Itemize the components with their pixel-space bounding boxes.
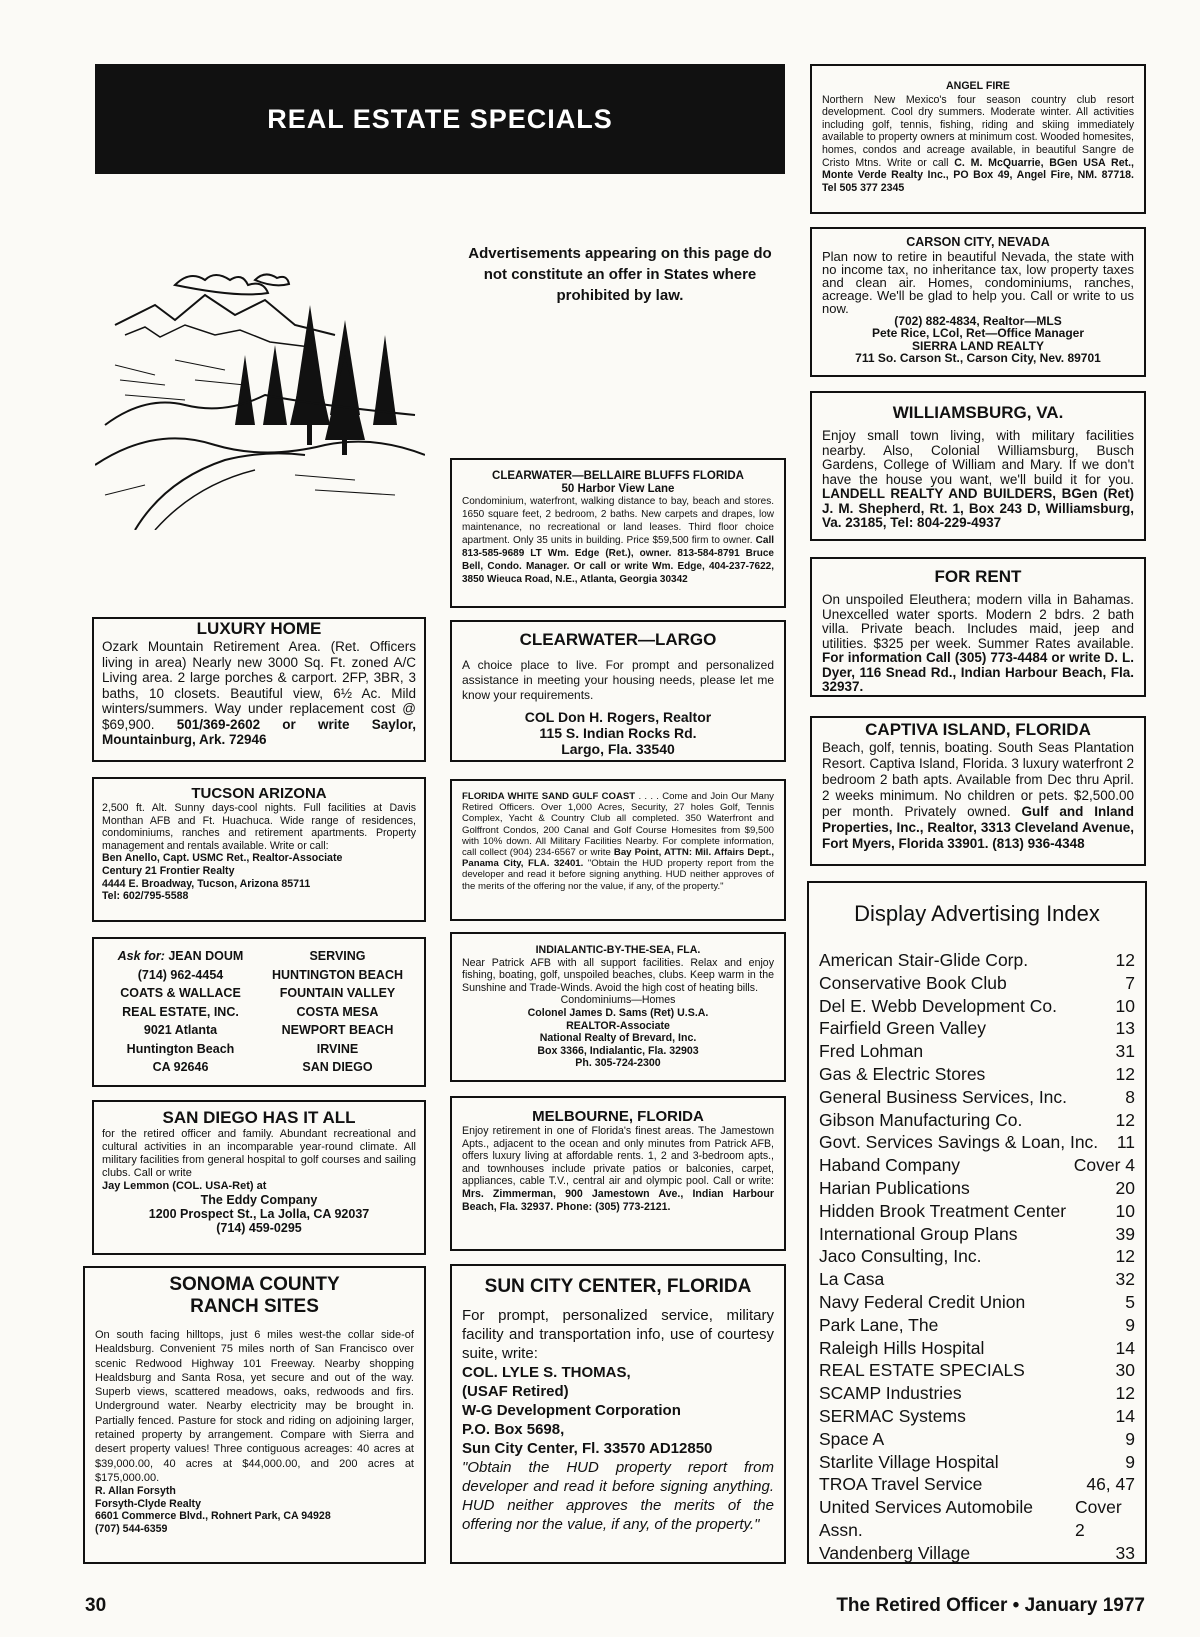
ad-line: Pete Rice, LCol, Ret—Office Manager bbox=[871, 326, 1085, 341]
index-row bbox=[819, 1131, 1135, 1154]
index-page: 14 bbox=[1115, 1405, 1135, 1426]
ad-ask-label: Ask for: bbox=[117, 949, 165, 963]
index-row bbox=[819, 1405, 1135, 1428]
index-advertiser: Raleigh Hills Hospital bbox=[819, 1337, 985, 1358]
ad-line: COATS & WALLACE bbox=[120, 986, 241, 1000]
index-page: 32 bbox=[1115, 1269, 1135, 1290]
index-advertiser: Harian Publications bbox=[819, 1177, 970, 1198]
ad-luxury-home bbox=[92, 617, 426, 762]
index-advertiser: REAL ESTATE SPECIALS bbox=[819, 1360, 1025, 1381]
index-advertiser: International Group Plans bbox=[819, 1223, 1018, 1244]
ad-body: Condominium, waterfront, walking distance to bay, beach and stores. 1650 square feet, 2 bedroom, 2 baths. New carpets and drapes, low maintenance, no recreational or land leases. Third floor choice apartment. Only 35 units in building. Price $59,500 firm to owner. bbox=[462, 496, 774, 547]
index-page: 9 bbox=[1125, 1428, 1135, 1449]
index-page: 7 bbox=[1125, 972, 1135, 993]
index-row bbox=[819, 1109, 1135, 1132]
ad-contact: For information Call (305) 773-4484 or write D. L. Dyer, 116 Snead Rd., Indian Harbour Beach, Fla. 32937. bbox=[822, 650, 1134, 694]
ad-line: Tel: 602/795-5588 bbox=[102, 890, 189, 903]
index-page: 13 bbox=[1115, 1018, 1135, 1039]
index-page: Cover 4 bbox=[1073, 1155, 1135, 1176]
ad-line: SAN DIEGO bbox=[302, 1060, 373, 1074]
index-row bbox=[819, 1382, 1135, 1405]
ad-line: JEAN DOUM bbox=[168, 949, 244, 963]
ad-line: IRVINE bbox=[316, 1041, 359, 1056]
ad-body: Beach, golf, tennis, boating. South Seas Plantation Resort. Captiva Island, Florida. 3 luxury waterfront 2 bedroom 2 bath apts. Available from Dec thru April. 2 weeks minimum. No children or pets. $2,500.00 per month. Privately owned. bbox=[822, 740, 1134, 819]
index-row bbox=[819, 1496, 1135, 1542]
ad-line: 9021 Atlanta bbox=[143, 1023, 218, 1037]
index-advertiser: Hidden Brook Treatment Center bbox=[819, 1200, 1067, 1221]
index-page: 9 bbox=[1125, 1451, 1135, 1472]
ad-title: CARSON CITY, NEVADA bbox=[906, 235, 1050, 249]
ad-disclaimer: "Obtain the HUD property report from the developer and read it before signing anything. HUD neither approves of the merits of the offering nor the value, if any, of the property." bbox=[462, 858, 774, 892]
index-page: 10 bbox=[1115, 1200, 1135, 1221]
ad-line: 1200 Prospect St., La Jolla, CA 92037 bbox=[148, 1206, 370, 1221]
index-row bbox=[819, 995, 1135, 1018]
index-advertiser: Gibson Manufacturing Co. bbox=[819, 1109, 1023, 1130]
ad-body: Enjoy retirement in one of Florida's finest areas. The Jamestown Apts., adjacent to the ocean and only minutes from Patrick AFB, offers luxury living at affordable rents. 1, 2 and 3-bedroom apts., and townhouses include private patios or balconies, carpet, appliances, cable T.V., central air and olympic pool. Call or write: bbox=[462, 1125, 774, 1188]
index-row bbox=[819, 1268, 1135, 1291]
ad-line: P.O. Box 5698, bbox=[462, 1421, 565, 1438]
index-advertiser: Space A bbox=[819, 1428, 885, 1449]
ad-line: National Realty of Brevard, Inc. bbox=[539, 1032, 697, 1045]
ad-body: . . . . Come and Join Our Many Retired Officers. Over 1,000 Acres, Security, 27 holes Golf, Tennis Complex, Yacht & Country Club all completed. 350 Waterfront and Golffront Condos, 200 Canal and Golf Course Homesites from $9,500 with 10% down. All Military Facilities Nearby. For complete information, call collect (904) 234-6567 or write bbox=[462, 791, 774, 859]
ad-line: Century 21 Frontier Realty bbox=[102, 864, 235, 877]
index-page: 12 bbox=[1115, 1063, 1135, 1084]
ad-body: On south facing hilltops, just 6 miles west-the collar side-of Healdsburg. Convenient 75 miles north of San Francisco over scenic Redwood Highway 101 Freeway. Nearby shopping Healdsburg and Santa Rosa, yet secure and out of the way. Superb views, scattered meadows, oaks, redwoods and firs. Underground water. Nearby electricity may be brought in. Partially fenced. Pasture for stock and riding on adjoining larger, retained property by arrangement. Compare with Sierra and desert property values! Three contiguous acreages: 40 acres at $39,000.00, 40 acres at $44,000.00, and 200 acres at $175,000.00. bbox=[95, 1329, 414, 1484]
ad-line: Colonel James D. Sams (Ret) U.S.A. bbox=[527, 1006, 709, 1019]
ad-quote: "Obtain the HUD property report from developer and read it before signing anything. HUD neither approves the merits of the offering nor the value, if any, of the property." bbox=[462, 1459, 774, 1533]
ad-line: (USAF Retired) bbox=[462, 1383, 569, 1400]
ad-line: CA 92646 bbox=[152, 1060, 209, 1074]
ad-body: Near Patrick AFB with all support facilities. Relax and enjoy fishing, boating, golf, unspoiled beaches, clubs. Keep warm in the Sunshine and Trade-Winds. Avoid the high cost of heating bills. bbox=[462, 956, 774, 994]
ad-body: 2,500 ft. Alt. Sunny days-cool nights. Full facilities at Davis Monthan AFB and Ft. Huachuca. Wide range of residences, condominiums, ranches and retirement apartments. Property management and rentals available. Write or call: bbox=[102, 802, 416, 852]
index-advertiser: Navy Federal Credit Union bbox=[819, 1291, 1026, 1312]
index-page: 31 bbox=[1115, 1041, 1135, 1062]
index-advertiser: Park Lane, The bbox=[819, 1314, 939, 1335]
ad-contact: C. M. McQuarrie, BGen USA Ret., Monte Verde Realty Inc., PO Box 49, Angel Fire, NM. 87718. Tel 505 377 2345 bbox=[822, 156, 1134, 194]
ad-line: (714) 962-4454 bbox=[137, 967, 224, 982]
ad-line: Huntington Beach bbox=[126, 1041, 235, 1056]
ad-indialantic bbox=[450, 932, 786, 1082]
ad-for-rent bbox=[810, 557, 1146, 697]
ad-contact: Bay Point, ATTN: Mil. Affairs Dept., Panama City, FLA. 32401. bbox=[462, 847, 774, 870]
index-advertiser: Conservative Book Club bbox=[819, 972, 1007, 993]
ad-title: WILLIAMSBURG, VA. bbox=[892, 403, 1064, 422]
index-advertiser: American Stair-Glide Corp. bbox=[819, 950, 1029, 970]
ad-carson-city bbox=[810, 227, 1146, 377]
ad-line: (714) 459-0295 bbox=[216, 1220, 302, 1235]
index-advertiser: Gas & Electric Stores bbox=[819, 1063, 986, 1084]
ad-line: COSTA MESA bbox=[296, 1004, 379, 1019]
ad-line: HUNTINGTON BEACH bbox=[271, 967, 404, 982]
ad-contact: Call 813-585-9689 LT Wm. Edge (Ret.), owner. 813-584-8791 Bruce Bell, Condo. Manager. Or call or write Wm. Edge, 404-237-7622, 3850 Wieuca Road, N.E., Atlanta, Georgia 30342 bbox=[462, 535, 775, 586]
ad-line: Ph. 305-724-2300 bbox=[575, 1057, 661, 1070]
index-page: 33 bbox=[1115, 1542, 1135, 1563]
section-banner: REAL ESTATE SPECIALS bbox=[95, 64, 785, 174]
ad-title: CLEARWATER—BELLAIRE BLUFFS FLORIDA bbox=[492, 470, 744, 482]
index-row bbox=[819, 1223, 1135, 1246]
index-page: 30 bbox=[1115, 1360, 1135, 1381]
ad-angel-fire bbox=[810, 64, 1146, 214]
index-advertiser: Jaco Consulting, Inc. bbox=[819, 1246, 982, 1267]
ad-williamsburg bbox=[810, 391, 1146, 541]
ad-line: Box 3366, Indialantic, Fla. 32903 bbox=[537, 1044, 699, 1057]
ad-left-column bbox=[102, 947, 259, 1081]
index-row bbox=[819, 949, 1135, 972]
index-page: 20 bbox=[1115, 1177, 1135, 1198]
ad-body: for the retired officer and family. Abundant recreational and cultural activities in an incomparable year-round climate. All military facilities from general hospital to golf courses and sailing clubs. Call or write bbox=[102, 1128, 416, 1179]
ad-contact: Mrs. Zimmerman, 900 Jamestown Ave., Indian Harbour Beach, Fla. 32937. Phone: (305) 773-2121. bbox=[462, 1187, 774, 1213]
index-row bbox=[819, 1451, 1135, 1474]
index-row bbox=[819, 1473, 1135, 1496]
index-row bbox=[819, 1086, 1135, 1109]
ad-title: MELBOURNE, FLORIDA bbox=[532, 1108, 704, 1125]
ad-line: SIERRA LAND REALTY bbox=[912, 338, 1044, 353]
ad-body: Ozark Mountain Retirement Area. (Ret. Officers living in area) Nearly new 3000 Sq. Ft. zoned A/C Living area. 2 large porches & carport. 2FP, 3BR, 3 baths, 10 closets. Beautiful view, 6½ Ac. Mild winters/summers. Way under replacement cost @ $69,900. bbox=[102, 639, 416, 732]
ad-title: SUN CITY CENTER, FLORIDA bbox=[484, 1276, 752, 1297]
index-row bbox=[819, 972, 1135, 995]
ad-title: INDIALANTIC-BY-THE-SEA, FLA. bbox=[535, 944, 701, 956]
index-advertiser: SCAMP Industries bbox=[819, 1383, 962, 1404]
ad-title: TUCSON ARIZONA bbox=[191, 785, 327, 802]
ad-line: FOUNTAIN VALLEY bbox=[279, 986, 396, 1000]
ad-body: Plan now to retire in beautiful Nevada, the state with no income tax, no inheritance tax, low property taxes and clean air. Homes, condominiums, ranches, acreage. We'll be glad to help you. Call or write to us now. bbox=[822, 248, 1134, 316]
index-row bbox=[819, 1314, 1135, 1337]
index-list bbox=[819, 949, 1135, 1565]
ad-line: Ben Anello, Capt. USMC Ret., Realtor-Associate bbox=[102, 852, 343, 865]
ad-line: W-G Development Corporation bbox=[462, 1402, 681, 1419]
ad-line: SERVING bbox=[309, 949, 366, 963]
ad-body: Enjoy small town living, with military facilities nearby. Also, Colonial Williamsburg, Busch Gardens, College of William and Mary. If we don't have the house you want, we'll build it for you. bbox=[822, 428, 1134, 487]
index-row bbox=[819, 1200, 1135, 1223]
ad-right-column bbox=[259, 947, 416, 1081]
ad-title: FOR RENT bbox=[934, 567, 1022, 586]
ad-title: ANGEL FIRE bbox=[946, 80, 1010, 92]
index-row bbox=[819, 1154, 1135, 1177]
ad-white-sand-gulf bbox=[450, 779, 786, 921]
ad-melbourne bbox=[450, 1096, 786, 1251]
ad-subtitle: 50 Harbor View Lane bbox=[561, 482, 675, 495]
index-page: 8 bbox=[1125, 1086, 1135, 1107]
ad-sun-city-center bbox=[450, 1264, 786, 1564]
ad-line: 711 So. Carson St., Carson City, Nev. 89701 bbox=[855, 351, 1101, 366]
ad-line: Largo, Fla. 33540 bbox=[561, 741, 675, 757]
index-row bbox=[819, 1291, 1135, 1314]
ad-body: On unspoiled Eleuthera; modern villa in Bahamas. Unexcelled water sports. Modern 2 bdrs. 2 bath villa. Private beach. Includes maid, jeep and utilities. $325 per week. Summer Rates available. bbox=[822, 592, 1134, 651]
index-advertiser: Fred Lohman bbox=[819, 1041, 924, 1062]
display-advertising-index bbox=[807, 881, 1147, 1564]
ad-line: REALTOR-Associate bbox=[566, 1019, 670, 1032]
publication-footer: The Retired Officer • January 1977 bbox=[836, 1595, 1145, 1616]
ad-contact: Jay Lemmon (COL. USA-Ret) at bbox=[102, 1180, 267, 1192]
mountain-landscape-illustration bbox=[95, 265, 425, 530]
ad-clearwater-largo bbox=[450, 620, 786, 762]
index-advertiser: Fairfield Green Valley bbox=[819, 1018, 986, 1039]
ad-line: 4444 E. Broadway, Tucson, Arizona 85711 bbox=[102, 877, 311, 890]
index-advertiser: La Casa bbox=[819, 1269, 885, 1290]
ad-captiva bbox=[810, 716, 1146, 866]
index-page: 12 bbox=[1115, 950, 1135, 970]
ad-line: (707) 544-6359 bbox=[95, 1523, 168, 1536]
ad-body: For prompt, personalized service, military facility and transportation info, use of courtesy suite, write: bbox=[462, 1307, 774, 1362]
ad-line: NEWPORT BEACH bbox=[281, 1023, 394, 1037]
ad-coats-wallace bbox=[92, 937, 426, 1087]
index-row bbox=[819, 1359, 1135, 1382]
ad-title: CAPTIVA ISLAND, FLORIDA bbox=[865, 720, 1091, 739]
index-row bbox=[819, 1040, 1135, 1063]
ad-contact: 501/369-2602 or write Saylor, Mountainburg, Ark. 72946 bbox=[102, 716, 416, 747]
ad-line: REAL ESTATE, INC. bbox=[122, 1004, 239, 1019]
ad-san-diego bbox=[92, 1100, 426, 1255]
ad-contact: LANDELL REALTY AND BUILDERS, BGen (Ret) J. M. Shepherd, Rt. 1, Box 243 D, Williamsburg, Va. 23185, Tel: 804-229-4937 bbox=[822, 486, 1134, 530]
index-advertiser: Starlite Village Hospital bbox=[819, 1451, 999, 1472]
ad-line: Condominiums—Homes bbox=[560, 994, 676, 1007]
index-page: 46, 47 bbox=[1086, 1474, 1135, 1495]
index-row bbox=[819, 1337, 1135, 1360]
ad-sonoma-county bbox=[83, 1266, 426, 1564]
index-page: 10 bbox=[1115, 995, 1135, 1016]
ad-body: Northern New Mexico's four season country club resort development. Cool dry summers. Moderate winter. All activities including golf, tennis, fishing, riding and skiing immediately available to property owners at minimum cost. Wooded homesites, homes, condos and acreage available, in beautiful Sangre de Cristo Mtns. Write or call bbox=[822, 93, 1134, 169]
ad-tucson bbox=[92, 777, 426, 922]
ad-title: LUXURY HOME bbox=[196, 619, 322, 638]
ad-title: SAN DIEGO HAS IT ALL bbox=[162, 1108, 356, 1127]
index-advertiser: United Services Automobile Assn. bbox=[819, 1497, 1033, 1540]
index-advertiser: General Business Services, Inc. bbox=[819, 1086, 1068, 1107]
index-page: 12 bbox=[1115, 1109, 1135, 1130]
ad-line: 115 S. Indian Rocks Rd. bbox=[539, 725, 697, 741]
legal-disclaimer: Advertisements appearing on this page do not constitute an offer in States where prohibited by law. bbox=[468, 245, 772, 304]
index-advertiser: TROA Travel Service bbox=[819, 1474, 983, 1495]
index-page: 5 bbox=[1125, 1291, 1135, 1312]
page-number: 30 bbox=[85, 1595, 107, 1616]
index-advertiser: SERMAC Systems bbox=[819, 1405, 966, 1426]
ad-body: A choice place to live. For prompt and personalized assistance in meeting your housing needs, please let me know your requirements. bbox=[462, 658, 774, 702]
index-title: Display Advertising Index bbox=[854, 901, 1100, 926]
ad-line: 6601 Commerce Blvd., Rohnert Park, CA 94928 bbox=[95, 1510, 331, 1523]
ad-title: CLEARWATER—LARGO bbox=[519, 630, 717, 649]
ad-title: FLORIDA WHITE SAND GULF COAST bbox=[462, 791, 636, 802]
ad-clearwater-bellaire bbox=[450, 458, 786, 608]
index-page: 11 bbox=[1116, 1132, 1135, 1153]
index-row bbox=[819, 1428, 1135, 1451]
index-advertiser: Govt. Services Savings & Loan, Inc. bbox=[819, 1132, 1099, 1153]
ad-line: (702) 882-4834, Realtor—MLS bbox=[894, 313, 1062, 328]
index-advertiser: Haband Company bbox=[819, 1155, 961, 1176]
index-page: 39 bbox=[1115, 1223, 1135, 1244]
ad-line: COL. LYLE S. THOMAS, bbox=[462, 1364, 631, 1381]
ad-line: Forsyth-Clyde Realty bbox=[95, 1497, 201, 1510]
ad-contact: Gulf and Inland Properties, Inc., Realtor, 3313 Cleveland Avenue, Fort Myers, Florida 33901. (813) 936-4348 bbox=[822, 804, 1134, 851]
ad-title-line2: RANCH SITES bbox=[190, 1296, 319, 1317]
ad-line: COL Don H. Rogers, Realtor bbox=[524, 709, 712, 725]
index-page: 12 bbox=[1115, 1383, 1135, 1404]
index-page: 12 bbox=[1115, 1246, 1135, 1267]
index-row bbox=[819, 1063, 1135, 1086]
index-page: 14 bbox=[1115, 1337, 1135, 1358]
index-page: 9 bbox=[1125, 1314, 1135, 1335]
ad-line: The Eddy Company bbox=[200, 1192, 318, 1207]
index-page: Cover 2 bbox=[1075, 1497, 1122, 1540]
ad-line: R. Allan Forsyth bbox=[95, 1485, 176, 1498]
index-advertiser: Vandenberg Village bbox=[819, 1542, 971, 1563]
index-row bbox=[819, 1177, 1135, 1200]
index-row bbox=[819, 1245, 1135, 1268]
index-row bbox=[819, 1017, 1135, 1040]
ad-line: Sun City Center, Fl. 33570 AD12850 bbox=[462, 1440, 713, 1457]
ad-title: SONOMA COUNTY bbox=[169, 1274, 340, 1295]
index-advertiser: Del E. Webb Development Co. bbox=[819, 995, 1057, 1016]
index-row bbox=[819, 1542, 1135, 1565]
